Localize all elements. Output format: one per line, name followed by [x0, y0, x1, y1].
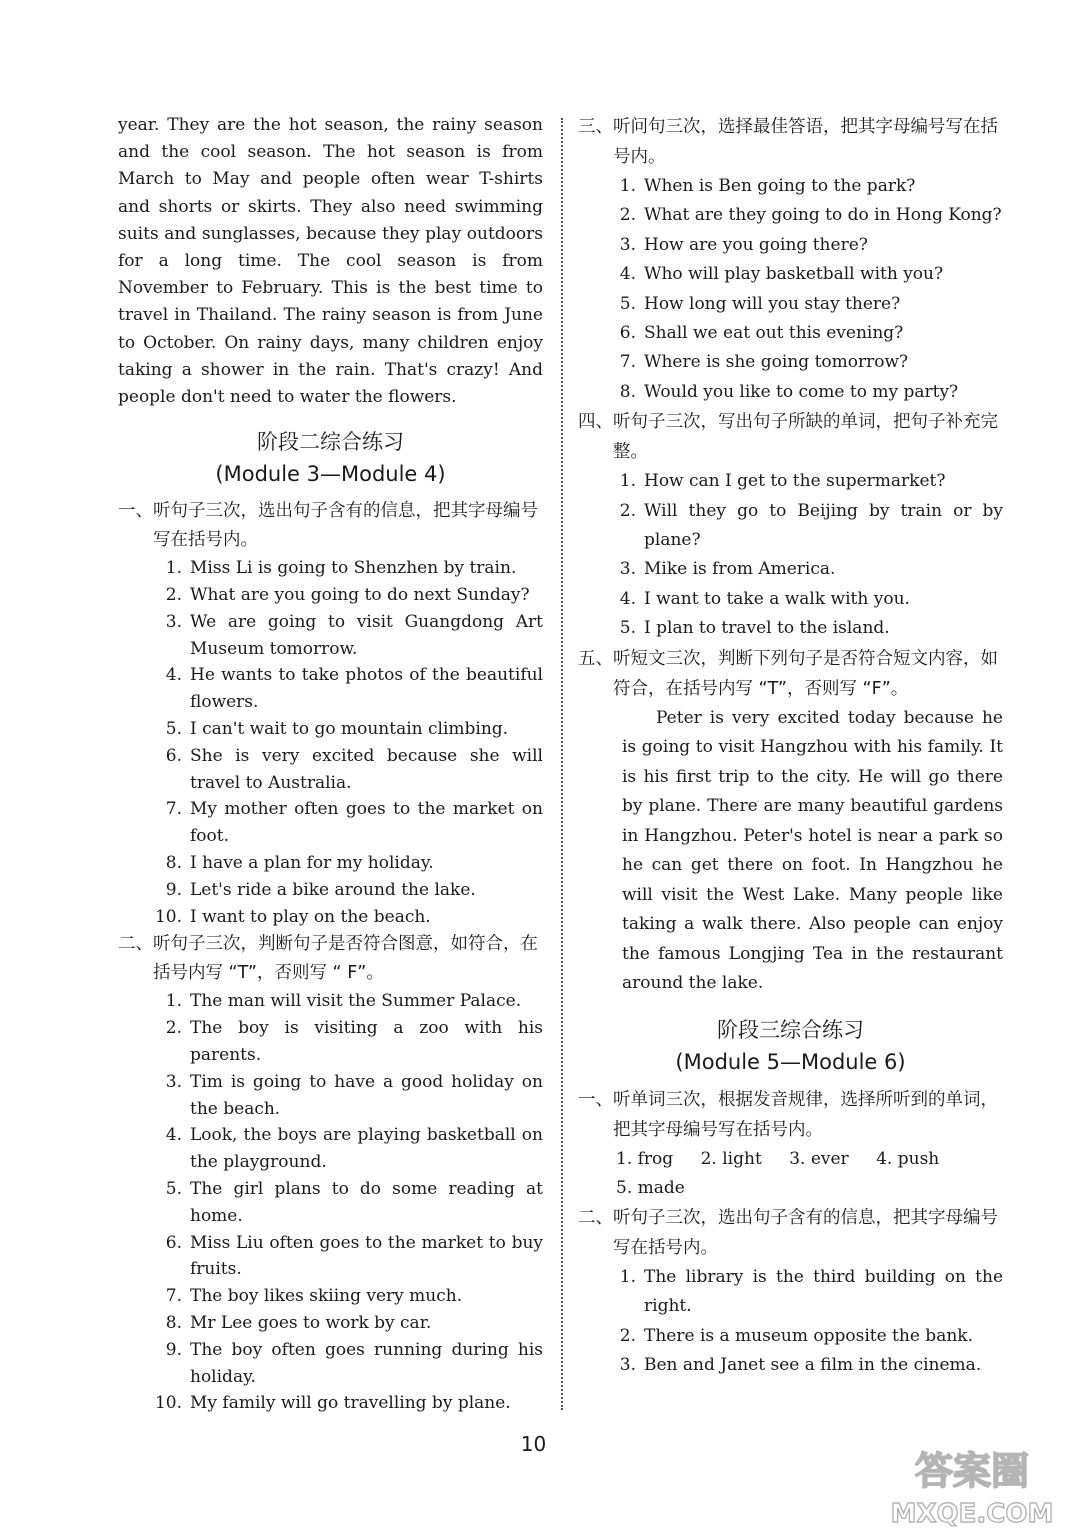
list-item: 1. How can I get to the supermarket? — [619, 471, 946, 492]
list-item: 3. Mike is from America. — [619, 559, 836, 580]
list-item: 9. The boy often goes running during his holiday. — [165, 1339, 543, 1387]
list-item: 5. How long will you stay there? — [619, 293, 901, 314]
list-item: 6. She is very excited because she will travel to Australia. — [165, 745, 543, 793]
section-3 — [578, 112, 1003, 407]
page-number: 10 — [520, 1432, 547, 1456]
word-option: 1. frog — [616, 1148, 674, 1169]
word-option: 4. push — [876, 1148, 940, 1169]
item-list — [578, 172, 1003, 407]
list-item: 2. What are they going to do in Hong Kong? — [619, 205, 1002, 226]
section-heading — [578, 112, 1003, 172]
item-list — [578, 1263, 1003, 1381]
section-instructions: 听句子三次，选出句子含有的信息，把其字母编号写在括号内。 — [153, 501, 538, 551]
list-item: 5. I can't wait to go mountain climbing. — [165, 719, 509, 740]
list-item: 1. When is Ben going to the park? — [619, 176, 916, 196]
section-heading — [578, 644, 1003, 704]
list-item: 2. The boy is visiting a zoo with his parents. — [165, 1018, 543, 1065]
section-heading — [118, 497, 543, 555]
list-item: 2. What are you going to do next Sunday? — [165, 585, 530, 606]
stage2-title: 阶段二综合练习 — [257, 430, 404, 455]
list-item: 3. Tim is going to have a good holiday on the beach. — [165, 1071, 543, 1119]
section-heading — [578, 1085, 1003, 1145]
section-instructions: 听句子三次，选出句子含有的信息，把其字母编号写在括号内。 — [613, 1207, 998, 1258]
list-item: 6. Shall we eat out this evening? — [619, 323, 904, 344]
word-options — [616, 1145, 1003, 1203]
list-item: 6. Miss Liu often goes to the market to buy fruits. — [165, 1232, 543, 1280]
list-item: 8. Would you like to come to my party? — [619, 381, 959, 402]
list-item: 3. We are going to visit Guangdong Art Museum tomorrow. — [165, 611, 543, 659]
section-heading — [578, 1203, 1003, 1263]
item-list — [118, 988, 543, 1417]
list-item: 1. The man will visit the Summer Palace. — [165, 991, 522, 1012]
stage2-section-2 — [118, 930, 543, 1417]
list-item: 7. Where is she going tomorrow? — [619, 352, 909, 373]
stage3-section-2 — [578, 1203, 1003, 1381]
list-item: 4. Who will play basketball with you? — [619, 264, 944, 285]
list-item: 3. How are you going there? — [619, 234, 868, 255]
section-number: 二、 — [118, 934, 153, 955]
list-item: 7. The boy likes skiing very much. — [165, 1286, 463, 1307]
list-item: 1. The library is the third building on the right. — [619, 1266, 1003, 1317]
section-number: 三、 — [578, 117, 613, 137]
section-number: 一、 — [118, 501, 153, 522]
watermark-text: 答案圈 — [914, 1449, 1030, 1493]
stage2-section-1 — [118, 497, 543, 930]
list-item: 8. Mr Lee goes to work by car. — [165, 1312, 432, 1333]
section-instructions: 听短文三次，判断下列句子是否符合短文内容，如符合，在括号内写 “T”，否则写 “F”。 — [613, 648, 998, 699]
section-number: 五、 — [578, 648, 613, 669]
list-item: 8. I have a plan for my holiday. — [165, 853, 434, 873]
list-item: 4. I want to take a walk with you. — [619, 588, 910, 609]
item-list — [578, 467, 1003, 643]
left-column — [118, 112, 543, 1417]
list-item: 2. Will they go to Beijing by train or by plane? — [619, 500, 1003, 551]
stage3-section-1 — [578, 1085, 1003, 1203]
section-5 — [578, 644, 1003, 999]
section-instructions: 听问句三次，选择最佳答语，把其字母编号写在括号内。 — [613, 117, 998, 167]
list-item: 5. I plan to travel to the island. — [619, 618, 890, 639]
intro-paragraph: year. They are the hot season, the rainy season and the cool season. The hot season is from March to May and people often wear T-shirts and shorts or skirts. They also need swimming suits and sunglasses, because they play outdoors for a long time. The cool season is from November to February. This is the best time to travel in Thailand. The rainy season is from June to October. On rainy days, many children enjoy taking a shower in the rain. That's crazy! And people don't need to water the flowers. — [118, 115, 543, 408]
word-option: 2. light — [700, 1148, 762, 1169]
list-item: 9. Let's ride a bike around the lake. — [165, 879, 476, 900]
section-number: 四、 — [578, 412, 613, 433]
stage3-title: 阶段三综合练习 — [717, 1017, 864, 1042]
list-item: 2. There is a museum opposite the bank. — [619, 1325, 973, 1346]
watermark-url: MXQE.COM — [890, 1499, 1054, 1529]
story-paragraph: Peter is very excited today because he is going to visit Hangzhou with his family. It is his first trip to the city. He will go there by plane. There are many beautiful gardens in Hangzhou. Peter's hotel is near a park so he can get there on foot. In Hangzhou he will visit the West Lake. Many people like taking a walk there. Also people can enjoy the famous Longjing Tea in the restaurant around the lake. — [622, 707, 1003, 994]
word-option: 5. made — [616, 1177, 685, 1198]
stage2-subtitle: (Module 3—Module 4) — [215, 462, 446, 487]
right-column — [578, 112, 1003, 1380]
item-list — [118, 555, 543, 930]
list-item: 10. My family will go travelling by plane. — [154, 1393, 511, 1414]
list-item: 5. The girl plans to do some reading at home. — [165, 1178, 543, 1226]
section-heading — [578, 407, 1003, 467]
list-item: 4. He wants to take photos of the beautiful flowers. — [165, 665, 543, 713]
list-item: 7. My mother often goes to the market on foot. — [165, 799, 543, 847]
word-option: 3. ever — [789, 1148, 849, 1169]
section-number: 一、 — [578, 1089, 613, 1110]
section-heading — [118, 930, 543, 988]
list-item: 4. Look, the boys are playing basketball on the playground. — [165, 1125, 543, 1173]
section-instructions: 听单词三次，根据发音规律，选择所听到的单词，把其字母编号写在括号内。 — [613, 1089, 998, 1140]
stage3-subtitle: (Module 5—Module 6) — [675, 1049, 906, 1074]
list-item: 1. Miss Li is going to Shenzhen by train. — [165, 558, 517, 579]
section-4 — [578, 407, 1003, 643]
section-instructions: 听句子三次，判断句子是否符合图意，如符合，在括号内写 “T”，否则写 “ F”。 — [153, 934, 538, 984]
list-item: 3. Ben and Janet see a film in the cinema. — [619, 1354, 982, 1375]
column-divider — [561, 118, 563, 1410]
section-instructions: 听句子三次，写出句子所缺的单词，把句子补充完整。 — [613, 412, 998, 463]
section-number: 二、 — [578, 1207, 613, 1228]
list-item: 10. I want to play on the beach. — [154, 906, 431, 927]
watermark-logo — [880, 1440, 1060, 1530]
